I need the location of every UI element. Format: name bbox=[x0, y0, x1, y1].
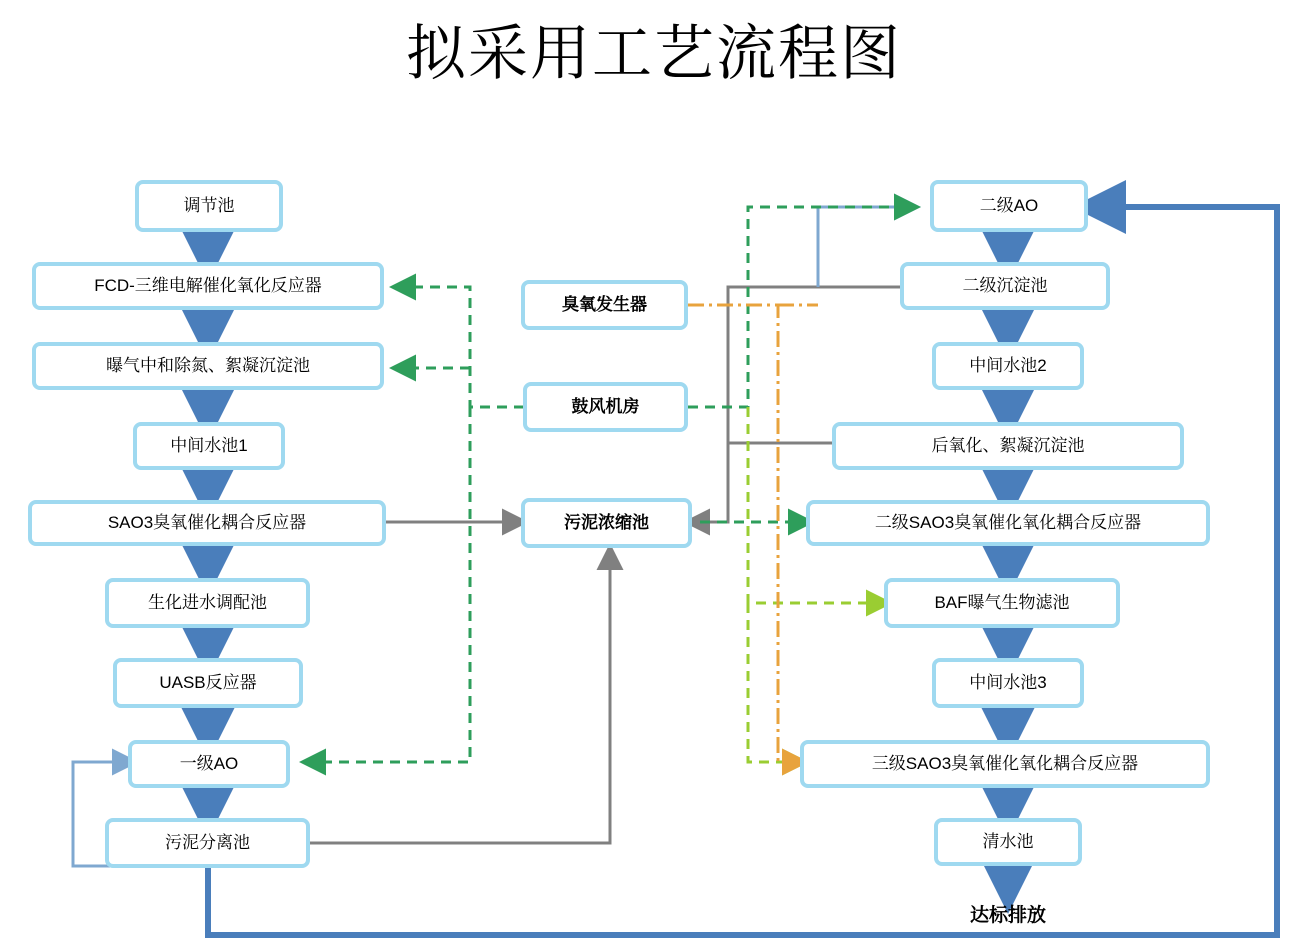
node-sludge-thickening-tank[interactable]: 污泥浓缩池 bbox=[521, 498, 692, 548]
node-intermediate-tank-3[interactable]: 中间水池3 bbox=[932, 658, 1084, 708]
node-ao-stage-2[interactable]: 二级AO bbox=[930, 180, 1088, 232]
node-uasb-reactor[interactable]: UASB反应器 bbox=[113, 658, 303, 708]
page-title: 拟采用工艺流程图 bbox=[406, 21, 902, 87]
node-baf-filter[interactable]: BAF曝气生物滤池 bbox=[884, 578, 1120, 628]
node-sao3-reactor-stage-2[interactable]: 二级SAO3臭氧催化氧化耦合反应器 bbox=[806, 500, 1210, 546]
node-tiaojiechi[interactable]: 调节池 bbox=[135, 180, 283, 232]
node-intermediate-tank-2[interactable]: 中间水池2 bbox=[932, 342, 1084, 390]
node-ao-stage-1[interactable]: 一级AO bbox=[128, 740, 290, 788]
node-aeration-neutralization[interactable]: 曝气中和除氮、絮凝沉淀池 bbox=[32, 342, 384, 390]
node-intermediate-tank-1[interactable]: 中间水池1 bbox=[133, 422, 285, 470]
node-biochemical-influent-tank[interactable]: 生化进水调配池 bbox=[105, 578, 310, 628]
node-clean-water-tank[interactable]: 清水池 bbox=[934, 818, 1082, 866]
node-blower-room[interactable]: 鼓风机房 bbox=[523, 382, 688, 432]
node-sludge-separation-tank[interactable]: 污泥分离池 bbox=[105, 818, 310, 868]
node-post-oxidation-tank[interactable]: 后氧化、絮凝沉淀池 bbox=[832, 422, 1184, 470]
label-standard-discharge: 达标排放 bbox=[969, 904, 1046, 926]
node-sao3-reactor-stage-3[interactable]: 三级SAO3臭氧催化氧化耦合反应器 bbox=[800, 740, 1210, 788]
node-secondary-sedimentation-tank[interactable]: 二级沉淀池 bbox=[900, 262, 1110, 310]
node-fcd-reactor[interactable]: FCD-三维电解催化氧化反应器 bbox=[32, 262, 384, 310]
node-sao3-reactor[interactable]: SAO3臭氧催化耦合反应器 bbox=[28, 500, 386, 546]
node-ozone-generator[interactable]: 臭氧发生器 bbox=[521, 280, 688, 330]
